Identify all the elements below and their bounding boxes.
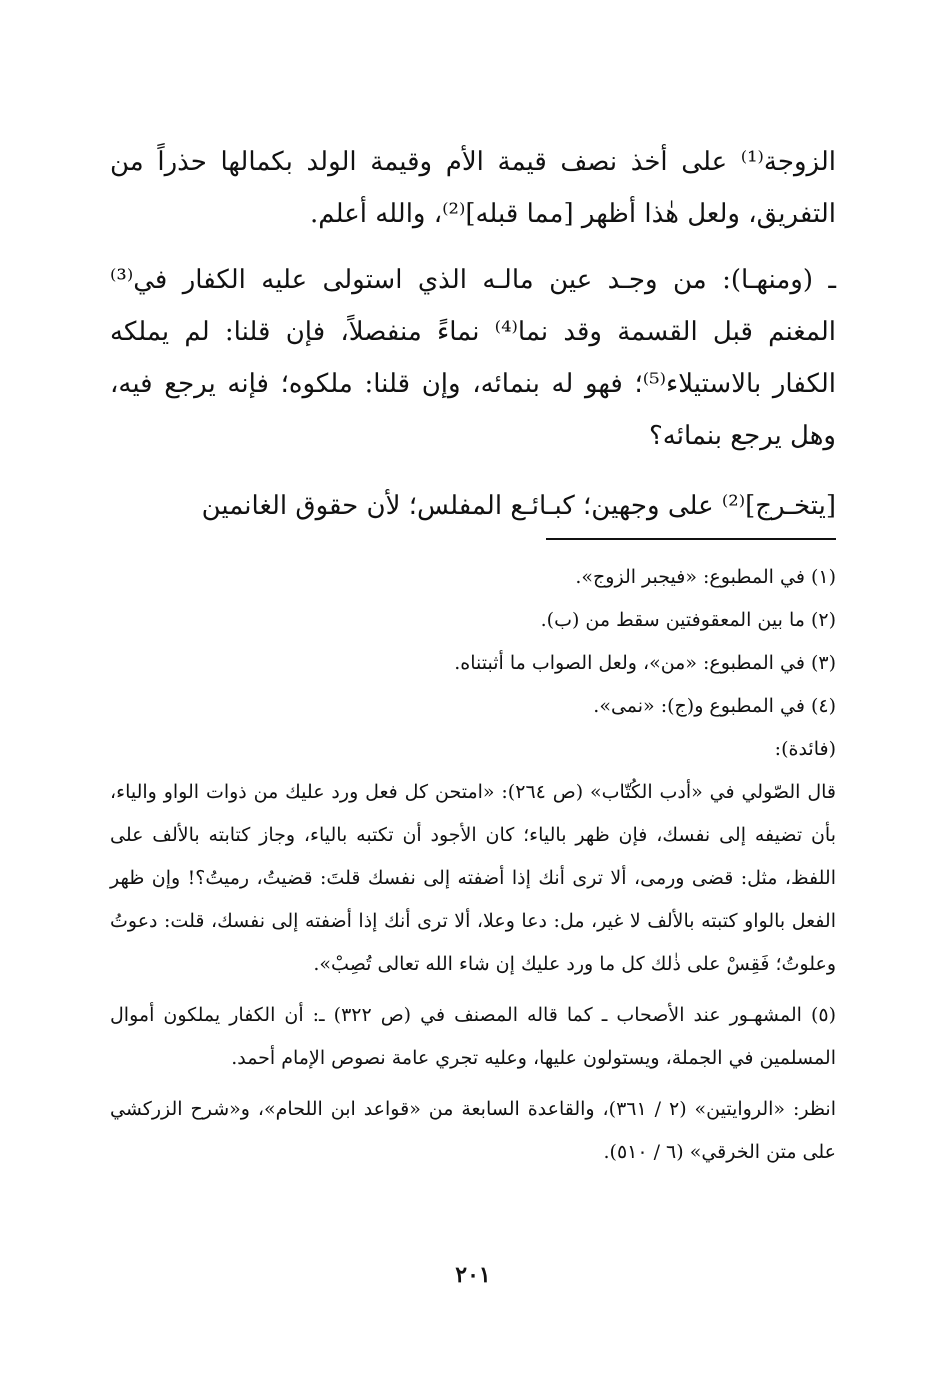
main-paragraph-3: [يتخـرج]⁽²⁾ على وجهين؛ كبـائـع المفلس؛ لأن حقوق الغانمين — [201, 491, 836, 521]
footnote-separator — [546, 538, 836, 540]
footnote-5-references: انظر: «الروايتين» (٢ / ٣٦١)، والقاعدة السابعة من «قواعد ابن اللحام»، و«شرح الزركشي على متن الخرقي» (٦ / ٥١٠). — [110, 1098, 836, 1163]
footnote-benefit-text: قال الصّولي في «أدب الكُتّاب» (ص ٢٦٤): «امتحن كل فعل ورد عليك من ذوات الواو والياء، بأن تضيفه إلى نفسك، فإن ظهر بالياء؛ كان الأجود أن تكتبه بالياء، وجاز كتابته بالألف على اللفظ، مثل: قضى ورمى، ألا ترى أنك إذا أضفته إلى نفسك قلتَ: قضيتُ، رميتُ؟! وإن ظهر الفعل بالواو كتبته بالألف لا غير، مل: دعا وعلا، ألا ترى أنك إذا أضفته إلى نفسك، قلت: دعوتُ وعلوتُ؛ فَقِسْ على ذٰلك كل ما ورد عليك إن شاء الله تعالى تُصِبْ». — [110, 781, 836, 975]
main-paragraph-2: ـ (ومنهـا): من وجـد عين مالـه الذي استولى عليه الكفار في⁽³⁾ المغنم قبل القسمة وقد نما⁽⁴⁾ نماءً منفصلاً، فإن قلنا: لم يملكه الكفار بالاستيلاء⁽⁵⁾؛ فهو له بنمائه، وإن قلنا: ملكوه؛ فإنه يرجع فيه، وهل يرجع بنمائه؟ — [110, 265, 837, 451]
footnote-benefit-heading: (فائدة): — [774, 738, 836, 760]
footnotes — [110, 556, 836, 1174]
footnote-1: (١) في المطبوع: «فيجبر الزوج». — [575, 566, 836, 588]
footnote-3: (٣) في المطبوع: «من»، ولعل الصواب ما أثبتناه. — [454, 652, 836, 674]
main-text — [110, 136, 836, 546]
footnote-5: (٥) المشهـور عند الأصحاب ـ كما قاله المصنف في (ص ٣٢٢) ـ: أن الكفار يملكون أموال المسلمين في الجملة، ويستولون عليها، وعليه تجري عامة نصوص الإمام أحمد. — [110, 1004, 837, 1069]
page-number: ٢٠١ — [455, 1262, 491, 1288]
footnote-2: (٢) ما بين المعقوفتين سقط من (ب). — [540, 609, 836, 631]
footnote-4: (٤) في المطبوع و(ج): «نمى». — [593, 695, 836, 717]
main-paragraph-1: الزوجة⁽¹⁾ على أخذ نصف قيمة الأم وقيمة الولد بكمالها حذراً من التفريق، ولعل هٰذا أظهر [مما قبله]⁽²⁾، والله أعلم. — [110, 147, 836, 229]
